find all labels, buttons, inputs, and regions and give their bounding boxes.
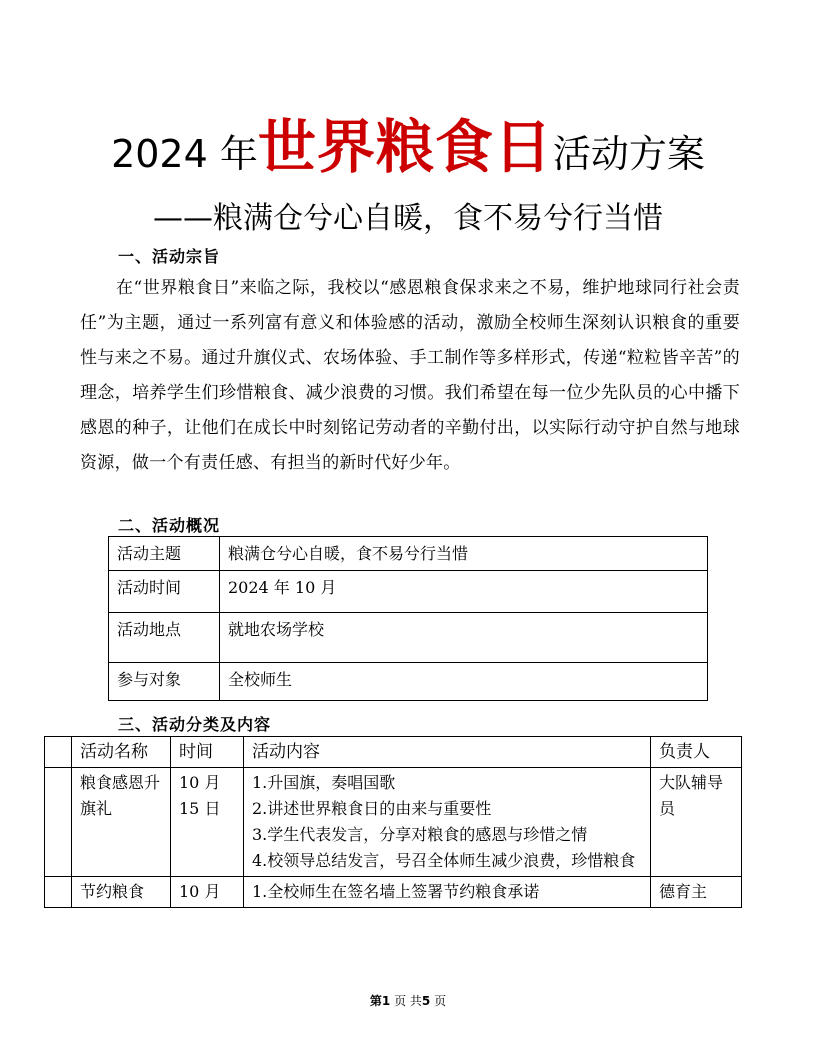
document-title (0, 100, 816, 184)
header-name: 活动名称 (72, 737, 171, 768)
activity-owner: 德育主 (651, 877, 742, 908)
activity-name: 节约粮食 (72, 877, 171, 908)
document-subtitle: ——粮满仓兮心自暖，食不易兮行当惜 (153, 201, 663, 236)
table-row (45, 768, 742, 877)
content-item: 3.学生代表发言，分享对粮食的感恩与珍惜之情 (252, 825, 588, 844)
blank-cell (45, 877, 72, 908)
table-row (109, 613, 708, 663)
content-item: 2.讲述世界粮食日的由来与重要性 (252, 799, 492, 818)
title-year: 2024 年 (111, 132, 258, 176)
purpose-paragraph: 在“世界粮食日”来临之际，我校以“感恩粮食保求来之不易，维护地球同行社会责任”为主题，通过一系列富有意义和体验感的活动，激励全校师生深刻认识粮食的重要性与来之不易。通过升旗仪式、农场体验、手工制作等多样形式，传递“粒粒皆辛苦”的理念，培养学生们珍惜粮食、减少浪费的习惯。我们希望在每一位少先队员的心中播下感恩的种子，让他们在成长中时刻铭记劳动者的辛勤付出，以实际行动守护自然与地球资源，做一个有责任感、有担当的新时代好少年。 (80, 278, 740, 473)
table-row (45, 877, 742, 908)
activity-content (244, 768, 651, 877)
activity-time: 10 月 15 日 (171, 768, 244, 877)
activity-owner: 大队辅导员 (651, 768, 742, 877)
title-highlight: 世界粮食日 (257, 113, 553, 181)
activity-content (244, 877, 651, 908)
title-suffix: 活动方案 (552, 132, 705, 176)
table-row (109, 571, 708, 613)
overview-table (108, 536, 708, 701)
header-owner: 负责人 (651, 737, 742, 768)
blank-cell (45, 768, 72, 877)
content-item: 1.全校师生在签名墙上签署节约粮食承诺 (252, 882, 540, 901)
header-time: 时间 (171, 737, 244, 768)
section-heading-overview: 二、活动概况 (118, 516, 221, 535)
section-heading-purpose: 一、活动宗旨 (118, 247, 221, 266)
page-footer (0, 992, 816, 1009)
section-heading-content: 三、活动分类及内容 (118, 715, 272, 734)
content-item: 1.升国旗，奏唱国歌 (252, 773, 396, 792)
overview-value: 粮满仓兮心自暖，食不易兮行当惜 (220, 537, 708, 571)
footer-page: 1 (381, 994, 391, 1008)
table-row (109, 663, 708, 701)
content-item: 4.校领导总结发言，号召全体师生减少浪费，珍惜粮食 (252, 851, 636, 870)
table-header-row (45, 737, 742, 768)
activity-time: 10 月 (171, 877, 244, 908)
blank-cell (45, 737, 72, 768)
overview-value: 就地农场学校 (220, 613, 708, 663)
header-content: 活动内容 (244, 737, 651, 768)
footer-mid: 页 共 (394, 994, 422, 1008)
overview-key: 活动地点 (109, 613, 220, 663)
overview-key: 活动时间 (109, 571, 220, 613)
table-row (109, 537, 708, 571)
overview-key: 活动主题 (109, 537, 220, 571)
footer-prefix: 第 (369, 994, 382, 1008)
footer-total: 5 (421, 994, 431, 1008)
overview-value: 全校师生 (220, 663, 708, 701)
overview-key: 参与对象 (109, 663, 220, 701)
overview-value: 2024 年 10 月 (220, 571, 708, 613)
activity-name: 粮食感恩升旗礼 (72, 768, 171, 877)
content-table (44, 736, 742, 908)
footer-suffix: 页 (434, 994, 447, 1008)
